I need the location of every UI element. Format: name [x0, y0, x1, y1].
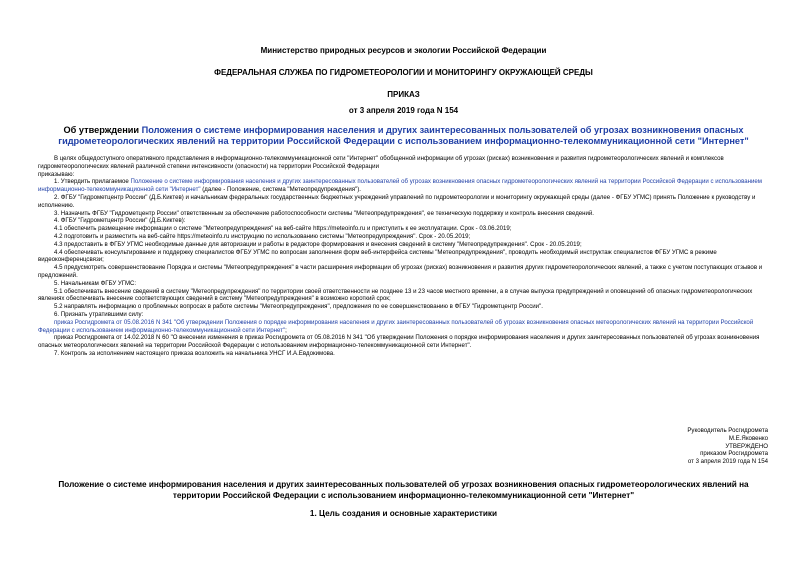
paragraph-1-pre: 1. Утвердить прилагаемое — [54, 178, 131, 186]
paragraph-1 — [38, 178, 771, 194]
order-title-prefix: Об утверждении — [63, 125, 142, 135]
paragraph-4-5: 4.5 предусмотреть совершенствование Порядка и системы "Метеопредупреждения" в части расширения информации об угрозах (рисках) возникновения и развития других гидрометеорологических явлений, а также с учетом поступающих отзывов и предложений. — [38, 264, 763, 279]
paragraph-4-3: 4.3 предоставить в ФГБУ УГМС необходимые данные для авторизации и работы в редакторе формирования и внесения сведений в систему "Метеопредупреждения". Срок - 20.05.2019; — [54, 240, 582, 248]
approval-date: от 3 апреля 2019 года N 154 — [687, 458, 768, 466]
paragraph-5-1: 5.1 обеспечивать внесение сведений в систему "Метеопредупреждения" по территории своей ответственности не позднее 13 и 23 часов местного времени, а в случае выпуска предупреждений и оповещений об опасных гидрометеорологических явлениях обеспечивать внесение соответствующих сведений в систему "Метеопредупреждения" в возможно короткий срок; — [38, 287, 753, 303]
paragraph-6-a-post: ; — [285, 326, 287, 334]
signature-block — [687, 427, 768, 466]
signature-name: М.Е.Яковенко — [728, 434, 768, 442]
order-title-link[interactable]: Положения о системе информирования населения и других заинтересованных пользователей об угрозах возникновения опасных гидрометеорологических явлений на территории Российской Федерации с использованием информационно-телекоммуникационной сети "Интернет" — [58, 125, 749, 146]
signature-position: Руководитель Росгидромета — [687, 427, 768, 434]
approval-by: приказом Росгидромета — [700, 450, 768, 458]
paragraph-6-a — [38, 319, 771, 335]
paragraph-6: 6. Признать утратившими силу: — [54, 310, 144, 318]
paragraph-4-1: 4.1 обеспечить размещение информации о системе "Метеопредупреждения" на веб-сайте https://meteoinfo.ru и приступить к ее эксплуатации. Срок - 03.06.2019; — [54, 225, 512, 233]
paragraph-4-2: 4.2 подготовить и разместить на веб-сайте https://meteoinfo.ru инструкцию по использованию системы "Метеопредупреждения". Срок - 20.05.2019; — [54, 232, 471, 240]
paragraph-6-b: приказ Росгидромета от 14.02.2018 N 60 "О внесении изменения в приказ Росгидромета от 05.08.2016 N 341 "Об утверждении Положения о порядке информирования населения и других заинтересованных пользователей об угрозах возникновения опасных метеорологических явлений на территории Российской Федерации с использованием информационно-телекоммуникационной сети Интернет". — [38, 334, 760, 350]
paragraph-4-4: 4.4 обеспечивать консультирование и поддержку специалистов ФГБУ УГМС по вопросам заполнения форм веб-интерфейса системы "Метеопредупреждения", проводить необходимый инструктаж специалистов ФГБУ УГМС в режиме видеоконференцсвязи; — [38, 248, 717, 264]
order-title — [40, 125, 767, 147]
ministry-heading: Министерство природных ресурсов и экологии Российской Федерации — [260, 46, 547, 55]
section-1-heading: 1. Цель создания и основные характеристики — [309, 509, 498, 518]
paragraph-1-post: (далее - Положение, система "Метеопредупреждения"). — [200, 186, 361, 194]
repealed-order-link[interactable]: приказ Росгидромета от 05.08.2016 N 341 "Об утверждении Положения о порядке информирования населения и других заинтересованных пользователей об угрозах возникновения опасных метеорологических явлений на территории Российской Федерации с использованием информационно-телекоммуникационной сети Интернет" — [38, 318, 754, 334]
approval-label: УТВЕРЖДЕНО — [725, 442, 768, 450]
paragraph-7: 7. Контроль за исполнением настоящего приказа возложить на начальника УНСГ И.А.Евдокимова. — [54, 349, 335, 357]
annex-title: Положение о системе информирования населения и других заинтересованных пользователей об угрозах возникновения опасных гидрометеорологических явлений на территории Российской Федерации с использованием информационно-телекоммуникационной сети "Интернет" — [58, 480, 749, 500]
paragraph-3: 3. Назначить ФГБУ "Гидрометцентр России" ответственным за обеспечение работоспособности системы "Метеопредупреждения", ее техническую поддержку и контроль внесения сведений. — [54, 209, 595, 217]
order-body — [38, 155, 771, 358]
regulation-link[interactable]: Положение о системе информирования населения и других заинтересованных пользователей об угрозах возникновения опасных гидрометеорологических явлений на территории Российской Федерации с использованием информационно-телекоммуникационной сети "Интернет" — [38, 178, 762, 194]
paragraph-5: 5. Начальникам ФГБУ УГМС: — [54, 279, 137, 287]
paragraph-2: 2. ФГБУ "Гидрометцентр России" (Д.Б.Киктев) и начальникам федеральных государственных бюджетных учреждений управлений по гидрометеорологии и мониторингу окружающей среды (далее - ФГБУ УГМС) принять Положение к руководству и исполнению. — [38, 193, 756, 209]
service-heading: ФЕДЕРАЛЬНАЯ СЛУЖБА ПО ГИДРОМЕТЕОРОЛОГИИ И МОНИТОРИНГУ ОКРУЖАЮЩЕЙ СРЕДЫ — [214, 68, 593, 77]
doc-type-heading: ПРИКАЗ — [387, 90, 420, 99]
paragraph-5-2: 5.2 направлять информацию о проблемных вопросах в работе системы "Метеопредупреждения", предложения по ее совершенствованию в ФГБУ "Гидрометцентр России". — [54, 303, 543, 311]
order-date: от 3 апреля 2019 года N 154 — [348, 106, 459, 115]
paragraph-4: 4. ФГБУ "Гидрометцентр России" (Д.Б.Киктев): — [54, 217, 186, 225]
intro-paragraph: В целях общедоступного оперативного представления в информационно-телекоммуникационной сети "Интернет" обобщенной информации об угрозах (рисках) возникновения и развития гидрометеорологических явлений и комплексов гидрометеорологических явлений различной степени интенсивности (опасности) на территории Российской Федерации — [38, 155, 724, 170]
orders-word: приказываю: — [38, 170, 75, 178]
